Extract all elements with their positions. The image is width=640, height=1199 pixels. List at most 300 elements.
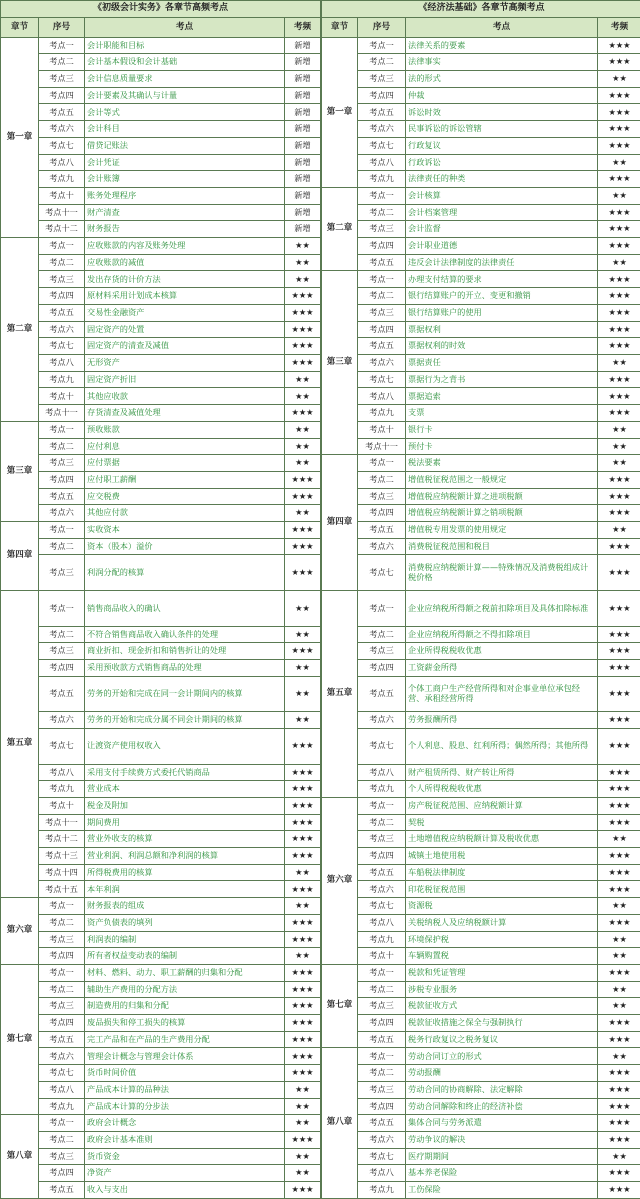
point-number: 考点七 [358,371,406,388]
table-row [322,626,640,643]
point-topic: 其他应收款 [85,388,285,405]
point-number: 考点九 [39,781,85,798]
point-topic: 医疗期期间 [406,1148,598,1165]
point-frequency: ★★★ [598,338,640,355]
table-row [322,371,640,388]
point-topic: 让渡资产使用权收入 [85,728,285,764]
point-topic: 税款和凭证管理 [406,964,598,981]
point-frequency: ★★ [285,676,321,712]
table-row [322,981,640,998]
table-row [322,488,640,505]
table-row [322,659,640,676]
table-row [322,304,640,321]
table-row [1,831,321,848]
point-number: 考点三 [358,643,406,660]
point-topic: 原材料采用计划成本核算 [85,288,285,305]
table-row [1,626,321,643]
table-row [322,764,640,781]
point-number: 考点十 [39,388,85,405]
point-topic: 净资产 [85,1165,285,1182]
point-frequency: ★★★ [285,931,321,948]
point-frequency: 新增 [285,87,321,104]
point-topic: 劳动争议的解决 [406,1131,598,1148]
point-topic: 增值税征税范围之一般规定 [406,471,598,488]
table-row [1,238,321,255]
table-row [1,555,321,591]
table-row [1,37,321,54]
point-number: 考点二 [39,1131,85,1148]
point-frequency: ★★ [285,505,321,522]
point-topic: 印花税征税范围 [406,881,598,898]
table-row [322,1115,640,1132]
point-topic: 采用支付手续费方式委托代销商品 [85,764,285,781]
point-topic: 商业折扣、现金折扣和销售折让的处理 [85,643,285,660]
table-row [322,1098,640,1115]
point-topic: 会计职业道德 [406,238,598,255]
point-frequency: ★★★ [598,405,640,422]
point-topic: 财务报告 [85,221,285,238]
table-row [322,104,640,121]
point-frequency: ★★ [598,455,640,472]
table-row [1,964,321,981]
point-frequency: ★★★ [598,626,640,643]
table-row [1,797,321,814]
point-topic: 增值税应纳税额计算之进项税额 [406,488,598,505]
point-number: 考点九 [358,171,406,188]
table-row [1,271,321,288]
point-frequency: ★★★ [598,204,640,221]
point-topic: 产品成本计算的分步法 [85,1098,285,1115]
point-frequency: ★★★ [598,781,640,798]
point-topic: 会计核算 [406,187,598,204]
point-frequency: 新增 [285,187,321,204]
point-topic: 废品损失和停工损失的核算 [85,1015,285,1032]
point-number: 考点三 [358,304,406,321]
point-frequency: ★★ [285,371,321,388]
table-row [322,797,640,814]
table-row [1,187,321,204]
table-row [1,1015,321,1032]
point-number: 考点四 [39,288,85,305]
point-frequency: ★★★ [285,964,321,981]
point-frequency: ★★★ [285,288,321,305]
point-frequency: ★★★ [598,1031,640,1048]
point-number: 考点三 [39,998,85,1015]
point-frequency: ★★★ [285,1065,321,1082]
table-row [1,764,321,781]
point-topic: 银行结算账户的使用 [406,304,598,321]
table-row [322,271,640,288]
point-frequency: ★★★ [285,471,321,488]
point-frequency: ★★★ [285,338,321,355]
point-topic: 会计账簿 [85,171,285,188]
point-topic: 应收账款的减值 [85,254,285,271]
table-row [1,54,321,71]
point-topic: 所有者权益变动表的编制 [85,948,285,965]
point-topic: 销售商品收入的确认 [85,591,285,627]
point-frequency: ★★★ [598,1165,640,1182]
point-frequency: 新增 [285,37,321,54]
chapter-cell: 第二章 [1,238,39,422]
point-number: 考点七 [358,728,406,764]
point-number: 考点四 [39,87,85,104]
point-topic: 制造费用的归集和分配 [85,998,285,1015]
point-frequency: ★★★ [598,864,640,881]
point-frequency: ★★ [285,948,321,965]
point-topic: 办理支付结算的要求 [406,271,598,288]
table-row [1,104,321,121]
point-topic: 借贷记账法 [85,137,285,154]
point-frequency: ★★★ [598,371,640,388]
table-row [322,914,640,931]
point-frequency: ★★ [285,238,321,255]
point-number: 考点四 [358,238,406,255]
point-number: 考点三 [39,643,85,660]
table-row [1,643,321,660]
table-row [1,137,321,154]
point-topic: 管理会计概念与管理会计体系 [85,1048,285,1065]
point-topic: 无形资产 [85,355,285,372]
table-row [322,643,640,660]
point-topic: 关税纳税人及应纳税额计算 [406,914,598,931]
point-topic: 企业所得税税收优惠 [406,643,598,660]
point-frequency: ★★★ [598,964,640,981]
point-topic: 固定资产的处置 [85,321,285,338]
point-frequency: ★★ [598,154,640,171]
point-number: 考点二 [39,538,85,555]
point-frequency: ★★★ [598,505,640,522]
point-number: 考点二 [358,1065,406,1082]
point-topic: 票据行为之背书 [406,371,598,388]
table-row [322,421,640,438]
point-number: 考点四 [358,87,406,104]
table-row [1,355,321,372]
table-row [322,864,640,881]
point-number: 考点三 [358,71,406,88]
point-topic: 会计信息质量要求 [85,71,285,88]
point-number: 考点五 [39,104,85,121]
table-row [1,881,321,898]
point-frequency: ★★ [598,1148,640,1165]
table-row [322,288,640,305]
point-number: 考点九 [39,1098,85,1115]
table-row [322,405,640,422]
point-frequency: ★★ [598,187,640,204]
point-topic: 固定资产折旧 [85,371,285,388]
point-frequency: ★★★ [285,1131,321,1148]
point-number: 考点四 [39,948,85,965]
point-frequency: ★★★ [285,831,321,848]
point-number: 考点二 [358,54,406,71]
point-number: 考点十一 [39,204,85,221]
table-row [1,87,321,104]
point-topic: 应收账款的内容及账务处理 [85,238,285,255]
table-row [1,998,321,1015]
point-number: 考点四 [358,505,406,522]
point-frequency: 新增 [285,71,321,88]
table-row [1,591,321,627]
point-frequency: ★★ [285,864,321,881]
point-number: 考点六 [358,1131,406,1148]
point-frequency: ★★★ [598,591,640,627]
table-row [1,1065,321,1082]
chapter-cell: 第八章 [1,1115,39,1199]
point-number: 考点六 [358,881,406,898]
chapter-cell: 第一章 [322,37,358,187]
point-number: 考点五 [358,338,406,355]
header-number: 序号 [39,18,85,37]
point-frequency: ★★★ [598,121,640,138]
point-frequency: ★★ [285,388,321,405]
table-row [322,948,640,965]
point-topic: 存货清查及减值处理 [85,405,285,422]
point-frequency: ★★ [285,271,321,288]
point-frequency: ★★ [285,659,321,676]
point-number: 考点七 [358,1148,406,1165]
point-frequency: ★★★ [598,881,640,898]
point-frequency: ★★ [598,254,640,271]
point-topic: 营业外收支的核算 [85,831,285,848]
table-row [322,1015,640,1032]
point-number: 考点十 [39,187,85,204]
point-number: 考点十二 [39,221,85,238]
point-number: 考点一 [39,238,85,255]
point-number: 考点六 [39,1048,85,1065]
point-topic: 货币资金 [85,1148,285,1165]
point-topic: 税款征收措施之保全与强制执行 [406,1015,598,1032]
table-row [322,1148,640,1165]
point-number: 考点四 [39,659,85,676]
point-number: 考点二 [39,254,85,271]
table-row [322,455,640,472]
point-topic: 实收资本 [85,522,285,539]
point-topic: 票据责任 [406,355,598,372]
point-frequency: ★★ [285,254,321,271]
point-frequency: ★★★ [285,321,321,338]
chapter-cell: 第五章 [322,591,358,798]
point-frequency: ★★★ [285,643,321,660]
point-frequency: 新增 [285,154,321,171]
point-topic: 劳动合同解除和终止的经济补偿 [406,1098,598,1115]
table-row [322,555,640,591]
point-number: 考点二 [358,626,406,643]
table-row [1,522,321,539]
table-row [1,171,321,188]
point-number: 考点二 [39,54,85,71]
point-topic: 产品成本计算的品种法 [85,1081,285,1098]
table-row [1,304,321,321]
point-number: 考点七 [39,728,85,764]
point-frequency: ★★★ [598,643,640,660]
point-number: 考点六 [358,355,406,372]
point-frequency: ★★★ [598,488,640,505]
point-topic: 法律关系的要素 [406,37,598,54]
table-row [1,538,321,555]
point-frequency: 新增 [285,104,321,121]
point-frequency: ★★ [598,438,640,455]
point-frequency: ★★ [285,712,321,729]
table-row [322,1048,640,1065]
point-number: 考点七 [358,555,406,591]
point-number: 考点十一 [358,438,406,455]
point-number: 考点四 [39,1165,85,1182]
point-number: 考点三 [39,455,85,472]
table-row [322,848,640,865]
point-topic: 工资薪金所得 [406,659,598,676]
point-topic: 增值税专用发票的使用规定 [406,522,598,539]
point-frequency: ★★★ [598,764,640,781]
point-number: 考点一 [39,1115,85,1132]
point-number: 考点八 [39,1081,85,1098]
point-topic: 基本养老保险 [406,1165,598,1182]
table-row [322,998,640,1015]
point-topic: 税法要素 [406,455,598,472]
point-number: 考点四 [358,1098,406,1115]
table-row [322,187,640,204]
point-number: 考点五 [358,1031,406,1048]
point-frequency: ★★★ [285,981,321,998]
point-frequency: ★★★ [285,728,321,764]
point-frequency: ★★★ [285,781,321,798]
point-number: 考点九 [39,371,85,388]
point-frequency: ★★★ [598,848,640,865]
point-number: 考点十二 [39,831,85,848]
table-row [1,981,321,998]
point-number: 考点三 [358,998,406,1015]
point-topic: 会计要素及其确认与计量 [85,87,285,104]
point-frequency: ★★★ [598,676,640,712]
point-number: 考点五 [39,1031,85,1048]
point-number: 考点五 [358,104,406,121]
table-row [1,154,321,171]
point-number: 考点三 [39,555,85,591]
point-frequency: ★★★ [598,54,640,71]
point-topic: 个人所得税税收优惠 [406,781,598,798]
point-number: 考点一 [39,421,85,438]
table-row [322,1065,640,1082]
point-number: 考点一 [358,37,406,54]
table-row [1,848,321,865]
table-row [322,831,640,848]
table-row [322,881,640,898]
point-frequency: 新增 [285,121,321,138]
point-topic: 法律责任的种类 [406,171,598,188]
point-frequency: ★★ [598,355,640,372]
table-row [322,388,640,405]
point-number: 考点十一 [39,405,85,422]
table-row [322,221,640,238]
point-frequency: ★★ [285,455,321,472]
table-row [322,1131,640,1148]
table-row [1,338,321,355]
point-number: 考点七 [39,338,85,355]
chapter-cell: 第三章 [322,271,358,455]
point-number: 考点三 [39,931,85,948]
point-topic: 行政复议 [406,137,598,154]
table-row [1,288,321,305]
table-row [1,814,321,831]
point-topic: 税务行政复议之税务复议 [406,1031,598,1048]
point-topic: 交易性金融资产 [85,304,285,321]
point-topic: 资源税 [406,898,598,915]
point-topic: 劳务的开始和完成分属不同会计期间的核算 [85,712,285,729]
point-frequency: ★★ [285,1165,321,1182]
point-topic: 环境保护税 [406,931,598,948]
point-frequency: ★★ [598,1048,640,1065]
point-topic: 利润分配的核算 [85,555,285,591]
point-topic: 会计等式 [85,104,285,121]
point-frequency: ★★ [598,898,640,915]
point-number: 考点三 [358,221,406,238]
point-topic: 土地增值税应纳税额计算及税收优惠 [406,831,598,848]
point-number: 考点一 [39,37,85,54]
point-topic: 财产清查 [85,204,285,221]
point-topic: 其他应付款 [85,505,285,522]
table-row [1,1182,321,1199]
point-topic: 预付卡 [406,438,598,455]
point-topic: 劳务报酬所得 [406,712,598,729]
point-topic: 车辆购置税 [406,948,598,965]
table-row [1,254,321,271]
point-frequency: ★★★ [285,538,321,555]
point-number: 考点六 [39,121,85,138]
point-topic: 会计档案管理 [406,204,598,221]
table-title: 《经济法基础》各章节高频考点 [322,1,640,18]
point-number: 考点四 [358,659,406,676]
table-row [1,371,321,388]
point-topic: 劳务的开始和完成在同一会计期间内的核算 [85,676,285,712]
point-frequency: ★★★ [598,137,640,154]
point-frequency: ★★ [598,522,640,539]
point-topic: 不符合销售商品收入确认条件的处理 [85,626,285,643]
point-frequency: ★★★ [285,488,321,505]
header-topic: 考点 [406,18,598,37]
point-topic: 仲裁 [406,87,598,104]
point-frequency: 新增 [285,204,321,221]
point-number: 考点七 [39,1065,85,1082]
table-row [322,1182,640,1199]
point-topic: 所得税费用的核算 [85,864,285,881]
point-topic: 集体合同与劳务派遣 [406,1115,598,1132]
table-row [1,1098,321,1115]
point-frequency: ★★ [285,898,321,915]
point-frequency: ★★ [285,438,321,455]
header-chapter: 章节 [1,18,39,37]
point-frequency: ★★★ [285,764,321,781]
point-number: 考点一 [358,455,406,472]
point-number: 考点一 [358,271,406,288]
point-frequency: ★★★ [285,814,321,831]
table-row [1,121,321,138]
point-number: 考点八 [39,154,85,171]
point-number: 考点五 [39,676,85,712]
point-topic: 票据权利 [406,321,598,338]
point-number: 考点十五 [39,881,85,898]
table-row [322,1165,640,1182]
point-frequency: ★★★ [285,555,321,591]
point-number: 考点八 [358,914,406,931]
point-number: 考点四 [39,471,85,488]
point-number: 考点六 [358,121,406,138]
point-topic: 会计基本假设和会计基础 [85,54,285,71]
point-topic: 营业成本 [85,781,285,798]
point-topic: 辅助生产费用的分配方法 [85,981,285,998]
point-topic: 货币时间价值 [85,1065,285,1082]
economic-law-table [321,0,640,1199]
table-row [322,591,640,627]
point-number: 考点五 [358,254,406,271]
point-number: 考点二 [358,814,406,831]
